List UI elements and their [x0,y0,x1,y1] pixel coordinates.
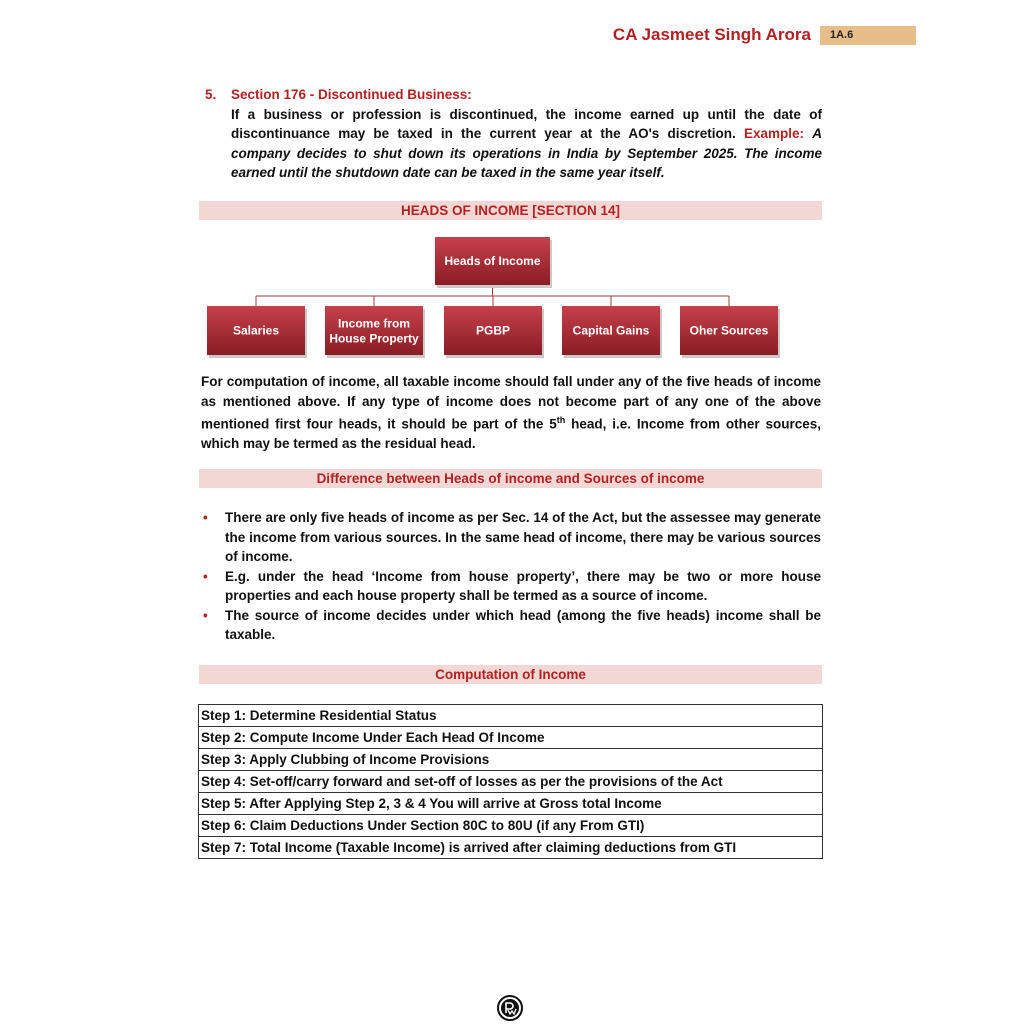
computation-text-1: For computation of income, all taxable income should fall under any of the five heads of income as mentioned above. If any type of income does not become part of any one of the above mentioned first four heads, it should be part of the 5 [201,374,821,432]
box-label: Capital Gains [572,323,650,338]
table-row [199,815,823,837]
step-cell: Step 3: Apply Clubbing of Income Provisions [199,749,823,771]
difference-band: Difference between Heads of income and Sources of income [199,469,822,488]
superscript-th: th [556,415,566,425]
step-cell: Step 7: Total Income (Taxable Income) is arrived after claiming deductions from GTI [199,837,823,859]
difference-bullets [199,508,821,645]
example-label: Example: [743,126,805,141]
step-cell: Step 2: Compute Income Under Each Head Of Income [199,727,823,749]
step-cell: Step 4: Set-off/carry forward and set-off of losses as per the provisions of the Act [199,771,823,793]
table-row [199,837,823,859]
box-label: Income from [337,316,411,331]
box-label: PGBP [475,323,511,338]
box-label: Heads of Income [444,254,541,268]
diagram-child-box [562,306,662,358]
pw-logo-icon [497,995,523,1021]
example-text: A company decides to shut down its operations in India by September 2025. The income earned until the shutdown date can be taxed in the same year itself. [231,126,822,180]
bullet-icon: • [203,510,208,525]
section-title: Section 176 - Discontinued Business: [231,87,472,102]
table-row [199,727,823,749]
heads-of-income-band: HEADS OF INCOME [SECTION 14] [199,201,822,220]
computation-paragraph [201,372,821,454]
bullet-text: E.g. under the head ‘Income from house property’, there may be two or more house properties and each house property shall be termed as a source of income. [225,568,821,603]
box-label: Salaries [232,323,280,338]
section-body-text: If a business or profession is discontinued, the income earned up until the date of discontinuance may be taxed in the current year at the AO's discretion. [231,106,822,141]
diagram-child-box [680,306,780,358]
box-rect [325,306,423,355]
connector-lines [256,285,729,306]
step-cell: Step 1: Determine Residential Status [199,705,823,727]
section-176-item [205,85,822,183]
computation-text-2: head, i.e. Income from other sources, which may be termed as the residual head. [201,416,821,451]
list-item [199,508,821,567]
bullet-text: There are only five heads of income as per Sec. 14 of the Act, but the assessee may generate the income from various sources. In the same head of income, there may be various sources of income. [225,510,821,564]
step-cell: Step 6: Claim Deductions Under Section 80C to 80U (if any From GTI) [199,815,823,837]
box-label: Oher Sources [689,323,769,338]
table-row [199,749,823,771]
page-number-badge: 1A.6 [820,26,916,45]
bullet-text: The source of income decides under which head (among the five heads) income shall be taxable. [225,607,821,642]
table-row [199,771,823,793]
bullet-icon: • [203,568,208,584]
diagram-child-box [444,306,544,358]
computation-steps-table [198,704,823,859]
diagram-root-box [435,237,552,288]
list-item [199,567,821,606]
step-cell: Step 5: After Applying Step 2, 3 & 4 You will arrive at Gross total Income [199,793,823,815]
bullet-icon: • [203,607,208,623]
section-body [231,105,822,183]
table-row [199,705,823,727]
item-number: 5. [205,87,217,102]
author-name: CA Jasmeet Singh Arora [612,25,811,44]
diagram-child-box [325,306,425,358]
diagram-child-box [207,306,307,358]
table-row [199,793,823,815]
list-item [199,606,821,645]
heads-of-income-diagram [199,232,799,362]
computation-band: Computation of Income [199,665,822,684]
box-label: House Property [329,331,419,346]
